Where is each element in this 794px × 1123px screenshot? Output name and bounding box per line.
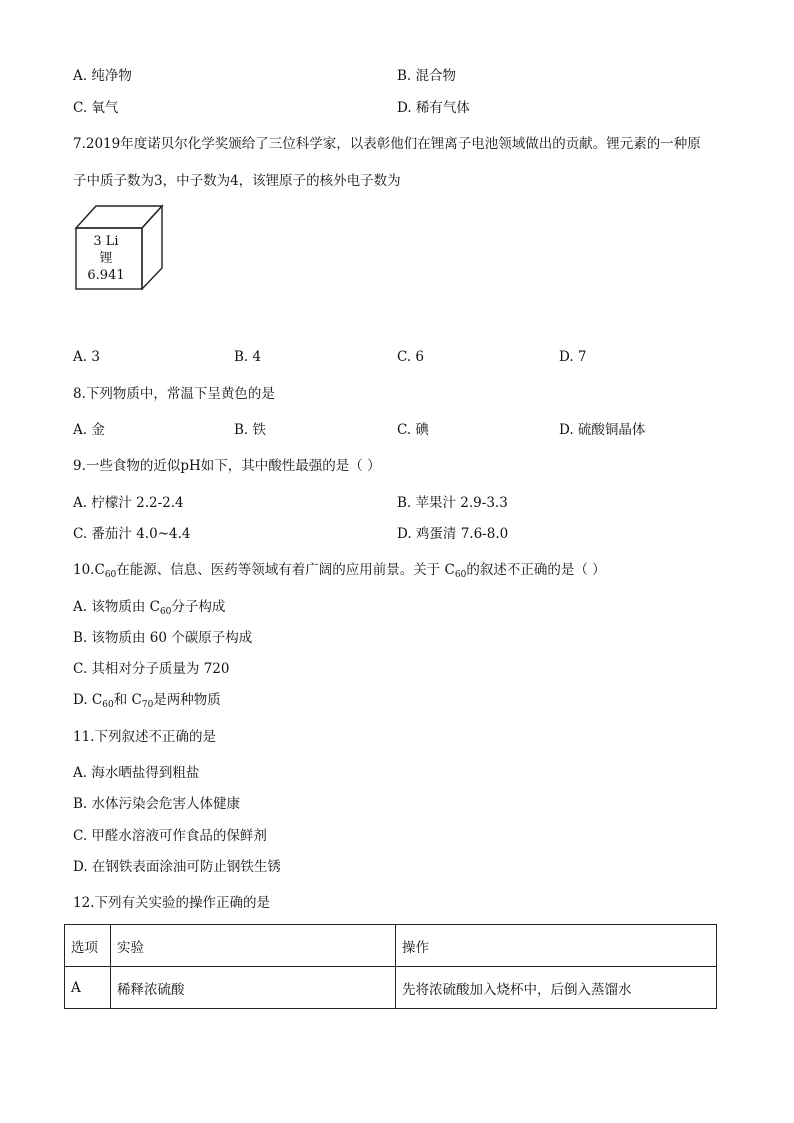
row-experiment: 稀释浓硫酸 xyxy=(111,967,396,1009)
q8-option-d: D. 硫酸铜晶体 xyxy=(559,422,646,438)
q8-option-b: B. 铁 xyxy=(234,422,267,438)
q9-stem: 9.一些食物的近似pH如下，其中酸性最强的是（ ） xyxy=(73,458,381,474)
q7-option-c: C. 6 xyxy=(397,349,425,365)
q9-option-a: A. 柠檬汁 2.2-2.4 xyxy=(73,495,184,511)
q9-option-c: C. 番茄汁 4.0~4.4 xyxy=(73,526,191,542)
q9-option-d: D. 鸡蛋清 7.6-8.0 xyxy=(397,526,509,542)
q6-option-b: B. 混合物 xyxy=(397,68,457,84)
q9-option-b: B. 苹果汁 2.9-3.3 xyxy=(397,495,508,511)
element-number-symbol: 3 Li xyxy=(93,234,119,249)
row-option: A xyxy=(65,967,111,1009)
q11-option-a: A. 海水晒盐得到粗盐 xyxy=(73,765,200,781)
q8-stem: 8.下列物质中，常温下呈黄色的是 xyxy=(73,386,275,402)
q7-option-d: D. 7 xyxy=(559,349,587,365)
q11-option-b: B. 水体污染会危害人体健康 xyxy=(73,796,241,812)
header-experiment: 实验 xyxy=(111,925,396,967)
q10-option-c: C. 其相对分子质量为 720 xyxy=(73,661,230,677)
q7-stem-line2: 子中质子数为3，中子数为4，该锂原子的核外电子数为 xyxy=(73,173,401,189)
q11-option-d: D. 在钢铁表面涂油可防止钢铁生锈 xyxy=(73,859,281,875)
q11-stem: 11.下列叙述不正确的是 xyxy=(73,729,216,745)
q10-option-a: A. 该物质由 $C_{60}$分子构成 xyxy=(73,599,226,617)
q10-option-d: D. $C_{60}$和 $C_{70}$是两种物质 xyxy=(73,692,221,710)
q8-option-a: A. 金 xyxy=(73,422,105,438)
q10-stem: $10.C_{60}$在能源、信息、医药等领域有着广阔的应用前景。关于 $C_{60}$的叙述不正确的是（ ） xyxy=(73,562,606,580)
q7-option-a: A. 3 xyxy=(73,349,100,365)
element-name: 锂 xyxy=(99,251,113,266)
element-mass: 6.941 xyxy=(87,268,125,283)
header-option: 选项 xyxy=(65,925,111,967)
q12-stem: 12.下列有关实验的操作正确的是 xyxy=(73,895,270,911)
q7-stem-line1: 7.2019年度诺贝尔化学奖颁给了三位科学家，以表彰他们在锂离子电池领域做出的贡献。锂元素的一种原 xyxy=(73,136,701,152)
table-header-row xyxy=(65,925,717,967)
q8-option-c: C. 碘 xyxy=(397,422,429,438)
header-operation: 操作 xyxy=(396,925,717,967)
q6-option-c: C. 氧气 xyxy=(73,100,119,116)
q11-option-c: C. 甲醛水溶液可作食品的保鲜剂 xyxy=(73,828,267,844)
q6-option-d: D. 稀有气体 xyxy=(397,100,470,116)
q6-option-a: A. 纯净物 xyxy=(73,68,132,84)
q10-option-b: B. 该物质由 60 个碳原子构成 xyxy=(73,630,253,646)
q7-option-b: B. 4 xyxy=(234,349,262,365)
table-row xyxy=(65,967,717,1009)
q12-table xyxy=(64,924,717,1009)
row-operation: 先将浓硫酸加入烧杯中，后倒入蒸馏水 xyxy=(396,967,717,1009)
